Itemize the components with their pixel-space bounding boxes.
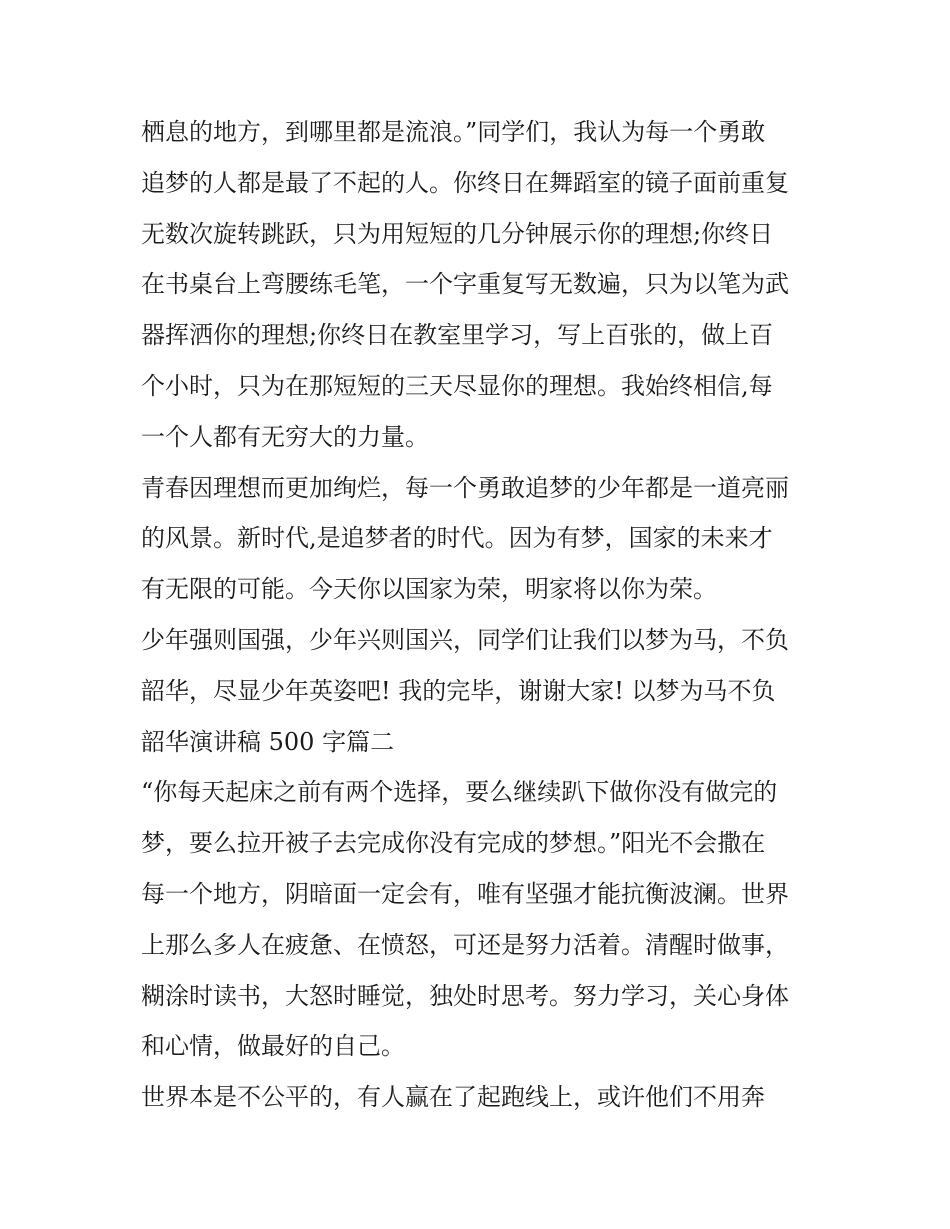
section-heading: 韶华演讲稿 500 字篇二 <box>141 727 395 756</box>
text-line: 糊涂时读书，大怒时睡觉，独处时思考。努力学习，关心身体 <box>141 981 789 1010</box>
text-line: 有无限的可能。今天你以国家为荣，明家将以你为荣。 <box>141 575 717 604</box>
text-line: 在书桌台上弯腰练毛笔，一个字重复写无数遍，只为以笔为武 <box>141 270 789 299</box>
text-line: 器挥洒你的理想;你终日在教室里学习，写上百张的，做上百 <box>141 321 774 350</box>
text-line: 的风景。新时代,是追梦者的时代。因为有梦，国家的未来才 <box>141 524 773 553</box>
body-text <box>141 107 821 1123</box>
text-line: 韶华，尽显少年英姿吧! 我的完毕，谢谢大家! 以梦为马不负 <box>141 676 776 705</box>
text-line: 世界本是不公平的，有人赢在了起跑线上，或许他们不用奔 <box>141 1083 765 1112</box>
text-line: 栖息的地方，到哪里都是流浪。”同学们，我认为每一个勇敢 <box>141 118 766 146</box>
text-line: 和心情，做最好的自己。 <box>141 1032 405 1061</box>
text-line: “你每天起床之前有两个选择，要么继续趴下做你没有做完的 <box>141 778 778 807</box>
text-line: 每一个地方，阴暗面一定会有，唯有坚强才能抗衡波澜。世界 <box>141 879 789 908</box>
text-line: 无数次旋转跳跃，只为用短短的几分钟展示你的理想;你终日 <box>141 219 774 248</box>
text-line: 一个人都有无穷大的力量。 <box>141 422 429 451</box>
text-line: 追梦的人都是最了不起的人。你终日在舞蹈室的镜子面前重复 <box>141 168 789 197</box>
text-line: 少年强则国强，少年兴则国兴，同学们让我们以梦为马，不负 <box>141 625 789 654</box>
text-line: 上那么多人在疲惫、在愤怒，可还是努力活着。清醒时做事， <box>141 930 789 959</box>
text-line: 梦，要么拉开被子去完成你没有完成的梦想。”阳光不会撒在 <box>141 829 766 858</box>
text-line: 青春因理想而更加绚烂，每一个勇敢追梦的少年都是一道亮丽 <box>141 473 789 502</box>
text-line: 个小时，只为在那短短的三天尽显你的理想。我始终相信,每 <box>141 371 773 400</box>
